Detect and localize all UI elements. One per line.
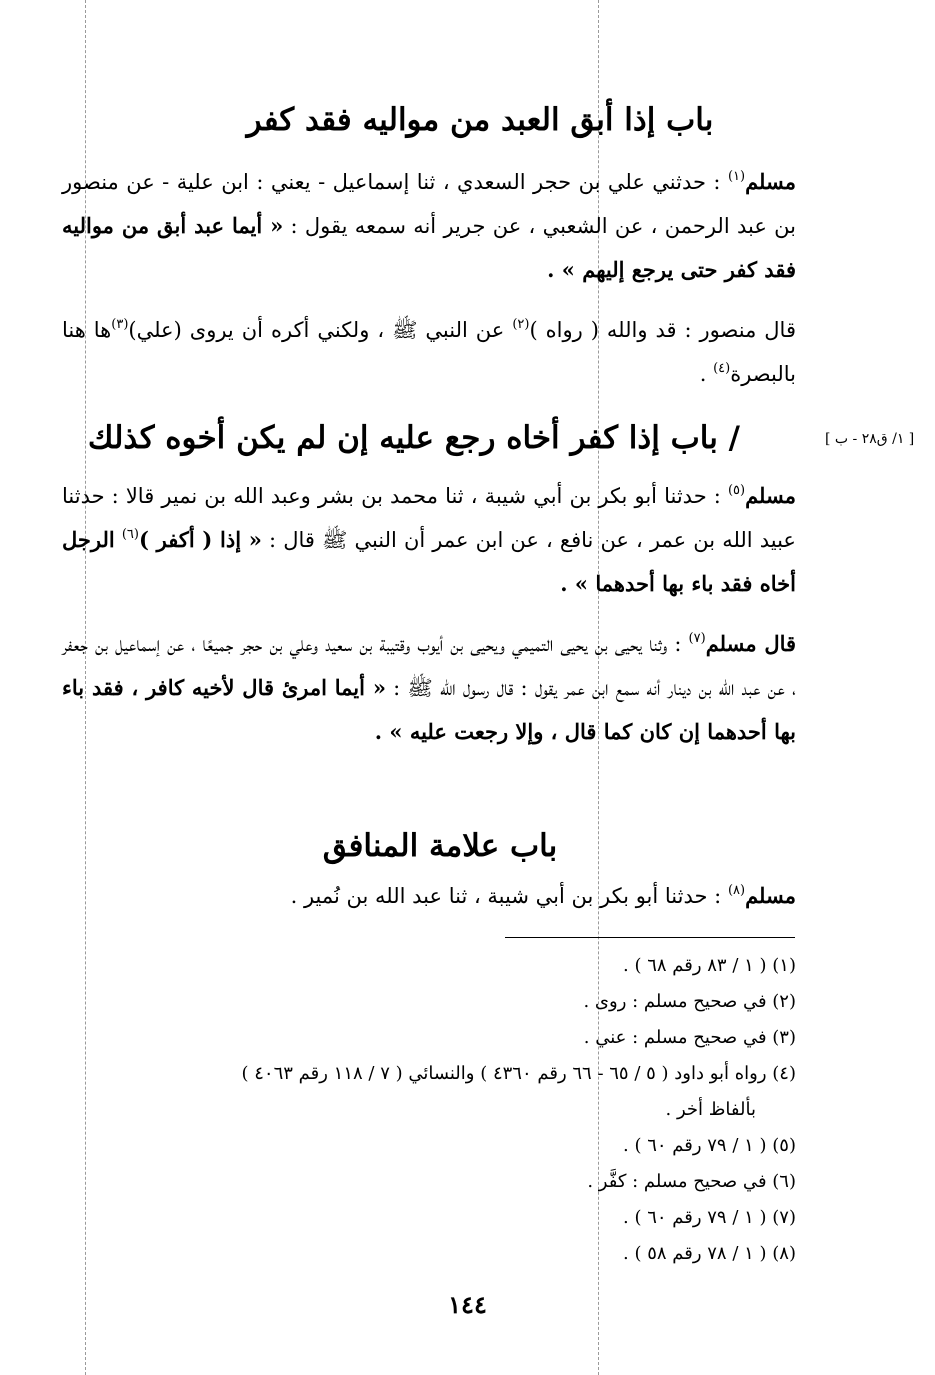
section-heading-1: باب إذا أبق العبد من مواليه فقد كفر — [246, 102, 714, 138]
text-segment: قال منصور : قد والله ( رواه ) — [529, 318, 796, 342]
text-segment: عن النبي ﷺ ، ولكني أكره أن يروى (علي) — [128, 318, 505, 342]
manuscript-folio-note: [ ١/ ق٢٨ - ب ] — [825, 431, 915, 447]
section-heading-3: باب علامة المنافق — [322, 828, 558, 864]
footnote-ref: (٣) — [111, 317, 129, 332]
footnote-item: (٨) ( ١ / ٧٨ رقم ٥٨ ) . — [623, 1243, 796, 1264]
isnad-text: : حدثنا أبو بكر بن أبي شيبة ، ثنا عبد الله بن نُمير . — [290, 884, 722, 908]
footnote-item: (٣) في صحيح مسلم : عني . — [583, 1027, 796, 1048]
hadith-text: الرجل أخاه فقد باء بها أحدهما » . — [62, 527, 796, 596]
hadith-text: « أيما عبد أبق من مواليه فقد كفر حتى يرجع إليهم » . — [62, 213, 796, 282]
footnote-ref: (٢) — [512, 317, 530, 332]
page-number: ١٤٤ — [448, 1290, 487, 1319]
footnote-item: (٧) ( ١ / ٧٩ رقم ٦٠ ) . — [623, 1207, 796, 1228]
section-heading-2: / باب إذا كفر أخاه رجع عليه إن لم يكن أخوه كذلك — [87, 420, 740, 456]
paragraph-5 — [62, 874, 796, 918]
footnote-ref: (٤) — [713, 361, 731, 376]
footnote-ref: (٨) — [727, 883, 746, 898]
source-name: مسلم — [745, 883, 796, 908]
footnote-item: (٤) رواه أبو داود ( ٥ / ٦٥ - ٦٦ رقم ٤٣٦٠ ) والنسائي ( ٧ / ١١٨ رقم ٤٠٦٣ ) — [241, 1063, 796, 1084]
isnad-text: : وثنا يحيى بن يحيى التميمي ويحيى بن أيوب وقتيبة بن سعيد وعلي بن حجر جميعًا ، عن إسماعيل بن جعفر ، عن عبد الله بن دينار أنه سمع ابن عمر يقول : قال رسول الله ﷺ : — [62, 632, 796, 700]
paragraph-1 — [62, 160, 796, 292]
paragraph-3 — [62, 474, 796, 606]
hadith-text: « أيما امرئ قال لأخيه كافر ، فقد باء بها أحدهما إن كان كما قال ، وإلا رجعت عليه » . — [62, 675, 796, 744]
isnad-text: : حدثني علي بن حجر السعدي ، ثنا إسماعيل - يعني : ابن علية - عن منصور بن عبد الرحمن ، عن الشعبي ، عن جرير أنه سمعه يقول : — [62, 170, 796, 238]
footnote-ref: (٧) — [688, 631, 706, 646]
paragraph-2 — [62, 308, 796, 396]
footnote-item: (١) ( ١ / ٨٣ رقم ٦٨ ) . — [623, 955, 796, 976]
paragraph-4 — [62, 622, 796, 754]
source-name: قال مسلم — [705, 631, 797, 656]
footnote-item-continuation: بألفاظ أخر . — [665, 1099, 756, 1120]
footnote-item: (٢) في صحيح مسلم : روى . — [583, 991, 796, 1012]
footnote-separator — [505, 937, 795, 938]
footnotes-list — [62, 948, 796, 1272]
text-segment: ها هنا بالبصرة — [62, 318, 796, 386]
isnad-text: : حدثنا أبو بكر بن أبي شيبة ، ثنا محمد بن بشر وعبد الله بن نمير قالا : حدثنا عبيد الله بن عمر ، عن نافع ، عن ابن عمر أن النبي ﷺ قال : — [62, 484, 796, 552]
footnote-ref: (٥) — [727, 483, 746, 498]
source-name: مسلم — [745, 483, 796, 508]
footnote-ref: (٦) — [121, 527, 139, 542]
source-name: مسلم — [745, 169, 796, 194]
footnote-item: (٦) في صحيح مسلم : كفَّر . — [587, 1171, 796, 1192]
text-segment: . — [699, 362, 707, 386]
footnote-item: (٥) ( ١ / ٧٩ رقم ٦٠ ) . — [623, 1135, 796, 1156]
footnote-ref: (١) — [727, 169, 746, 184]
hadith-text: « إذا ( أكفر ) — [138, 527, 262, 552]
